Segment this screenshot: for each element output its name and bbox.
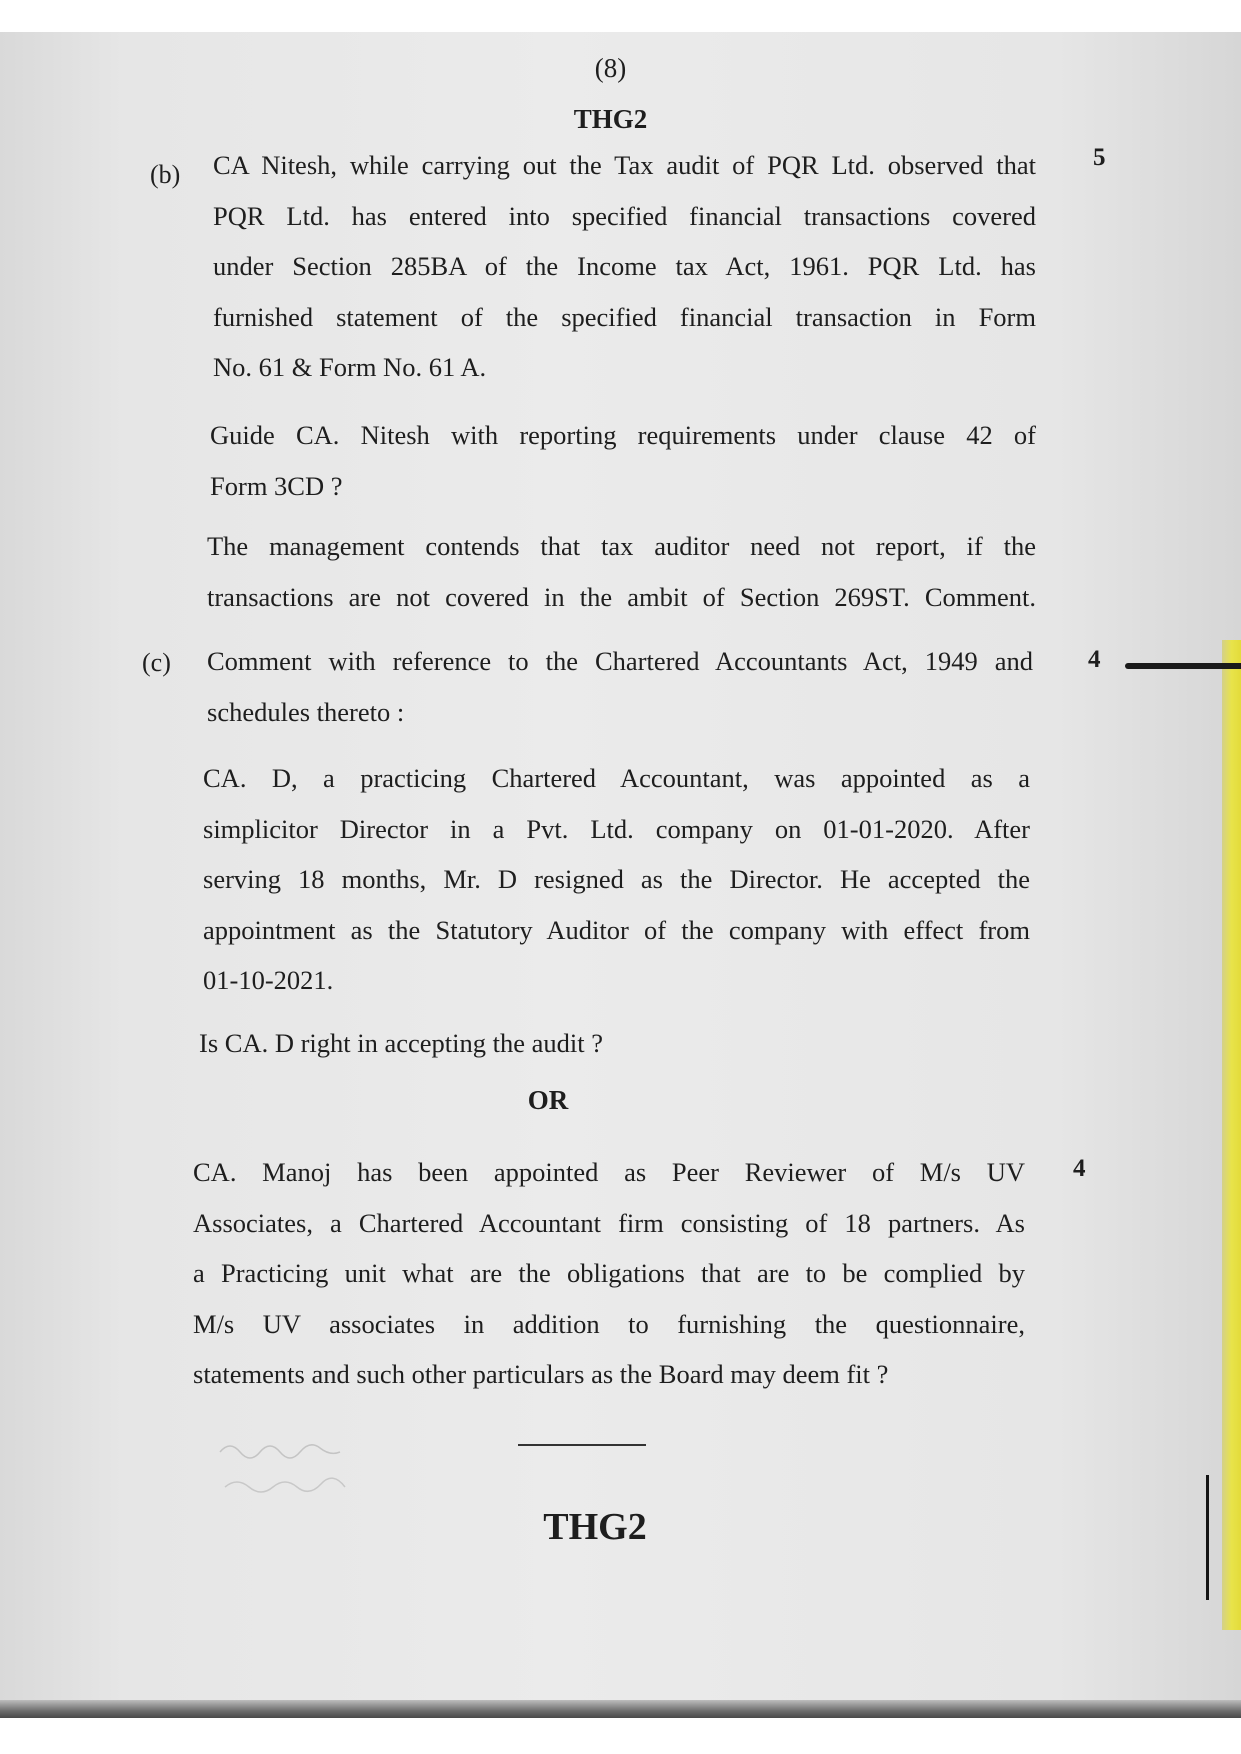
or-divider: OR [527, 1085, 569, 1115]
text-line: CA Nitesh, while carrying out the Tax audit of PQR Ltd. observed that [213, 150, 1036, 180]
text-line: schedules thereto : [207, 696, 405, 727]
text-line: Guide CA. Nitesh with reporting requirements under clause 42 of [210, 420, 1036, 450]
text-line: Is CA. D right in accepting the audit ? [199, 1028, 604, 1058]
text-line: CA. D, a practicing Chartered Accountant, was appointed as a [203, 763, 1030, 793]
paper-code-footer: THG2 [543, 1506, 647, 1548]
text-line: Associates, a Chartered Accountant firm consisting of 18 partners. As [193, 1207, 1025, 1238]
margin-line [1206, 1475, 1209, 1600]
question-c-marks: 4 [1088, 646, 1101, 673]
pen-mark [1125, 663, 1241, 669]
text-line: statements and such other particulars as the Board may deem fit ? [193, 1359, 889, 1389]
text-line: The management contends that tax auditor need not report, if the [207, 531, 1036, 561]
question-or-paragraph [193, 1147, 1025, 1400]
text-line: Form 3CD ? [210, 470, 343, 501]
text-line: CA. Manoj has been appointed as Peer Reviewer of M/s UV [193, 1157, 1025, 1187]
text-line: Comment with reference to the Chartered Accountants Act, 1949 and [207, 646, 1033, 676]
question-c-paragraph-1 [207, 636, 1033, 737]
text-line: a Practicing unit what are the obligations that are to be complied by [193, 1258, 1025, 1288]
question-c-label: (c) [142, 648, 171, 677]
pencil-scribble [215, 1432, 455, 1502]
text-line: No. 61 & Form No. 61 A. [213, 352, 487, 382]
text-line: 01-10-2021. [203, 965, 334, 995]
text-line: M/s UV associates in addition to furnishing the questionnaire, [193, 1308, 1025, 1339]
question-c-paragraph-2 [203, 753, 1030, 1006]
text-line: appointment as the Statutory Auditor of the company with effect from [203, 914, 1030, 945]
question-b-paragraph-3 [207, 521, 1036, 622]
question-c-paragraph-3 [199, 1018, 1029, 1069]
yellow-sheet-edge [1222, 640, 1241, 1630]
question-b-marks: 5 [1093, 144, 1106, 171]
question-b-paragraph-2 [210, 410, 1036, 511]
text-line: under Section 285BA of the Income tax Act, 1961. PQR Ltd. has [213, 251, 1036, 281]
paper-code-header: THG2 [573, 104, 648, 134]
question-b-paragraph-1 [213, 140, 1036, 393]
text-line: serving 18 months, Mr. D resigned as the Director. He accepted the [203, 864, 1030, 894]
page-number: (8) [594, 53, 627, 83]
page-bottom-edge [0, 1700, 1241, 1718]
text-line: transactions are not covered in the ambit of Section 269ST. Comment. [207, 581, 1036, 612]
text-line: simplicitor Director in a Pvt. Ltd. company on 01-01-2020. After [203, 813, 1030, 844]
text-line: PQR Ltd. has entered into specified financial transactions covered [213, 200, 1036, 231]
question-b-label: (b) [150, 160, 181, 189]
question-or-marks: 4 [1073, 1155, 1086, 1182]
end-rule [518, 1444, 646, 1446]
text-line: furnished statement of the specified financial transaction in Form [213, 301, 1036, 332]
